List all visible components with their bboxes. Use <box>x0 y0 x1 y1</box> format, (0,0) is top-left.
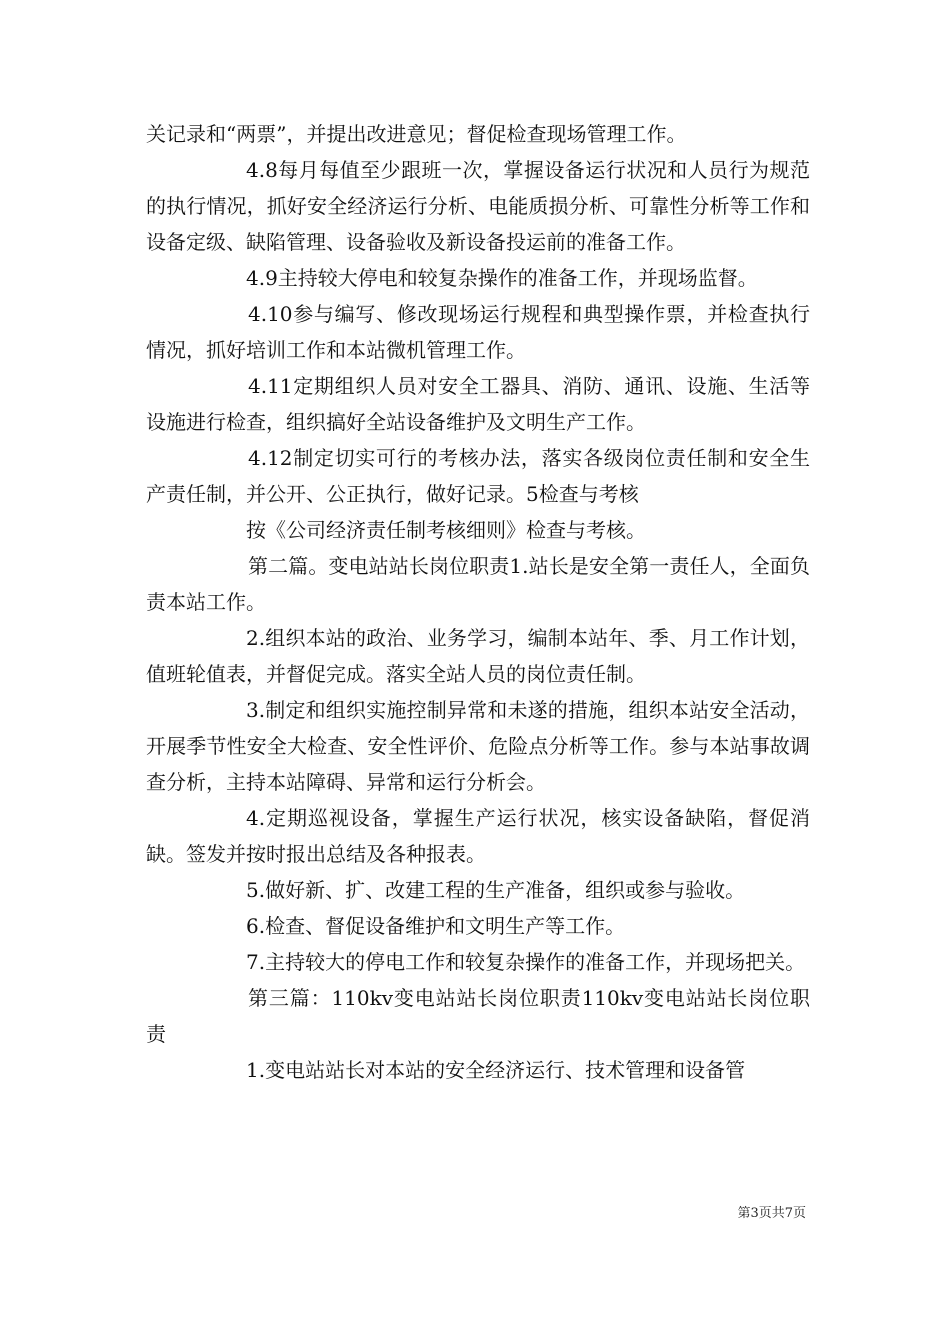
paragraph-10: 3.制定和组织实施控制异常和未遂的措施，组织本站安全活动，开展季节性安全大检查、安全性评价、危险点分析等工作。参与本站事故调查分析，主持本站障碍、异常和运行分析会。 <box>146 698 810 794</box>
document-body <box>146 116 810 1088</box>
paragraph-16: 1.变电站站长对本站的安全经济运行、技术管理和设备管 <box>246 1058 746 1082</box>
paragraph-13: 6.检查、督促设备维护和文明生产等工作。 <box>246 914 626 938</box>
paragraph-15: 第三篇：110kv变电站站长岗位职责110kv变电站站长岗位职责 <box>146 986 810 1046</box>
paragraph-7: 按《公司经济责任制考核细则》检查与考核。 <box>246 518 646 542</box>
paragraph-14: 7.主持较大的停电工作和较复杂操作的准备工作，并现场把关。 <box>246 950 806 974</box>
paragraph-8: 第二篇。变电站站长岗位职责1.站长是安全第一责任人，全面负责本站工作。 <box>146 554 810 614</box>
paragraph-9: 2.组织本站的政治、业务学习，编制本站年、季、月工作计划，值班轮值表，并督促完成。落实全站人员的岗位责任制。 <box>146 626 810 686</box>
paragraph-2: 4.8每月每值至少跟班一次，掌握设备运行状况和人员行为规范的执行情况，抓好安全经济运行分析、电能质损分析、可靠性分析等工作和设备定级、缺陷管理、设备验收及新设备投运前的准备工作。 <box>146 158 810 254</box>
paragraph-6: 4.12制定切实可行的考核办法，落实各级岗位责任制和安全生产责任制，并公开、公正执行，做好记录。5检查与考核 <box>146 446 810 506</box>
paragraph-4: 4.10参与编写、修改现场运行规程和典型操作票，并检查执行情况，抓好培训工作和本站微机管理工作。 <box>146 302 810 362</box>
page-number: 第3页共7页 <box>737 1206 806 1221</box>
paragraph-11: 4.定期巡视设备，掌握生产运行状况，核实设备缺陷，督促消缺。签发并按时报出总结及各种报表。 <box>146 806 810 866</box>
paragraph-1: 关记录和“两票”，并提出改进意见；督促检查现场管理工作。 <box>146 122 687 146</box>
paragraph-5: 4.11定期组织人员对安全工器具、消防、通讯、设施、生活等设施进行检查，组织搞好全站设备维护及文明生产工作。 <box>146 374 810 434</box>
paragraph-12: 5.做好新、扩、改建工程的生产准备，组织或参与验收。 <box>246 878 746 902</box>
paragraph-3: 4.9主持较大停电和较复杂操作的准备工作，并现场监督。 <box>246 266 758 290</box>
